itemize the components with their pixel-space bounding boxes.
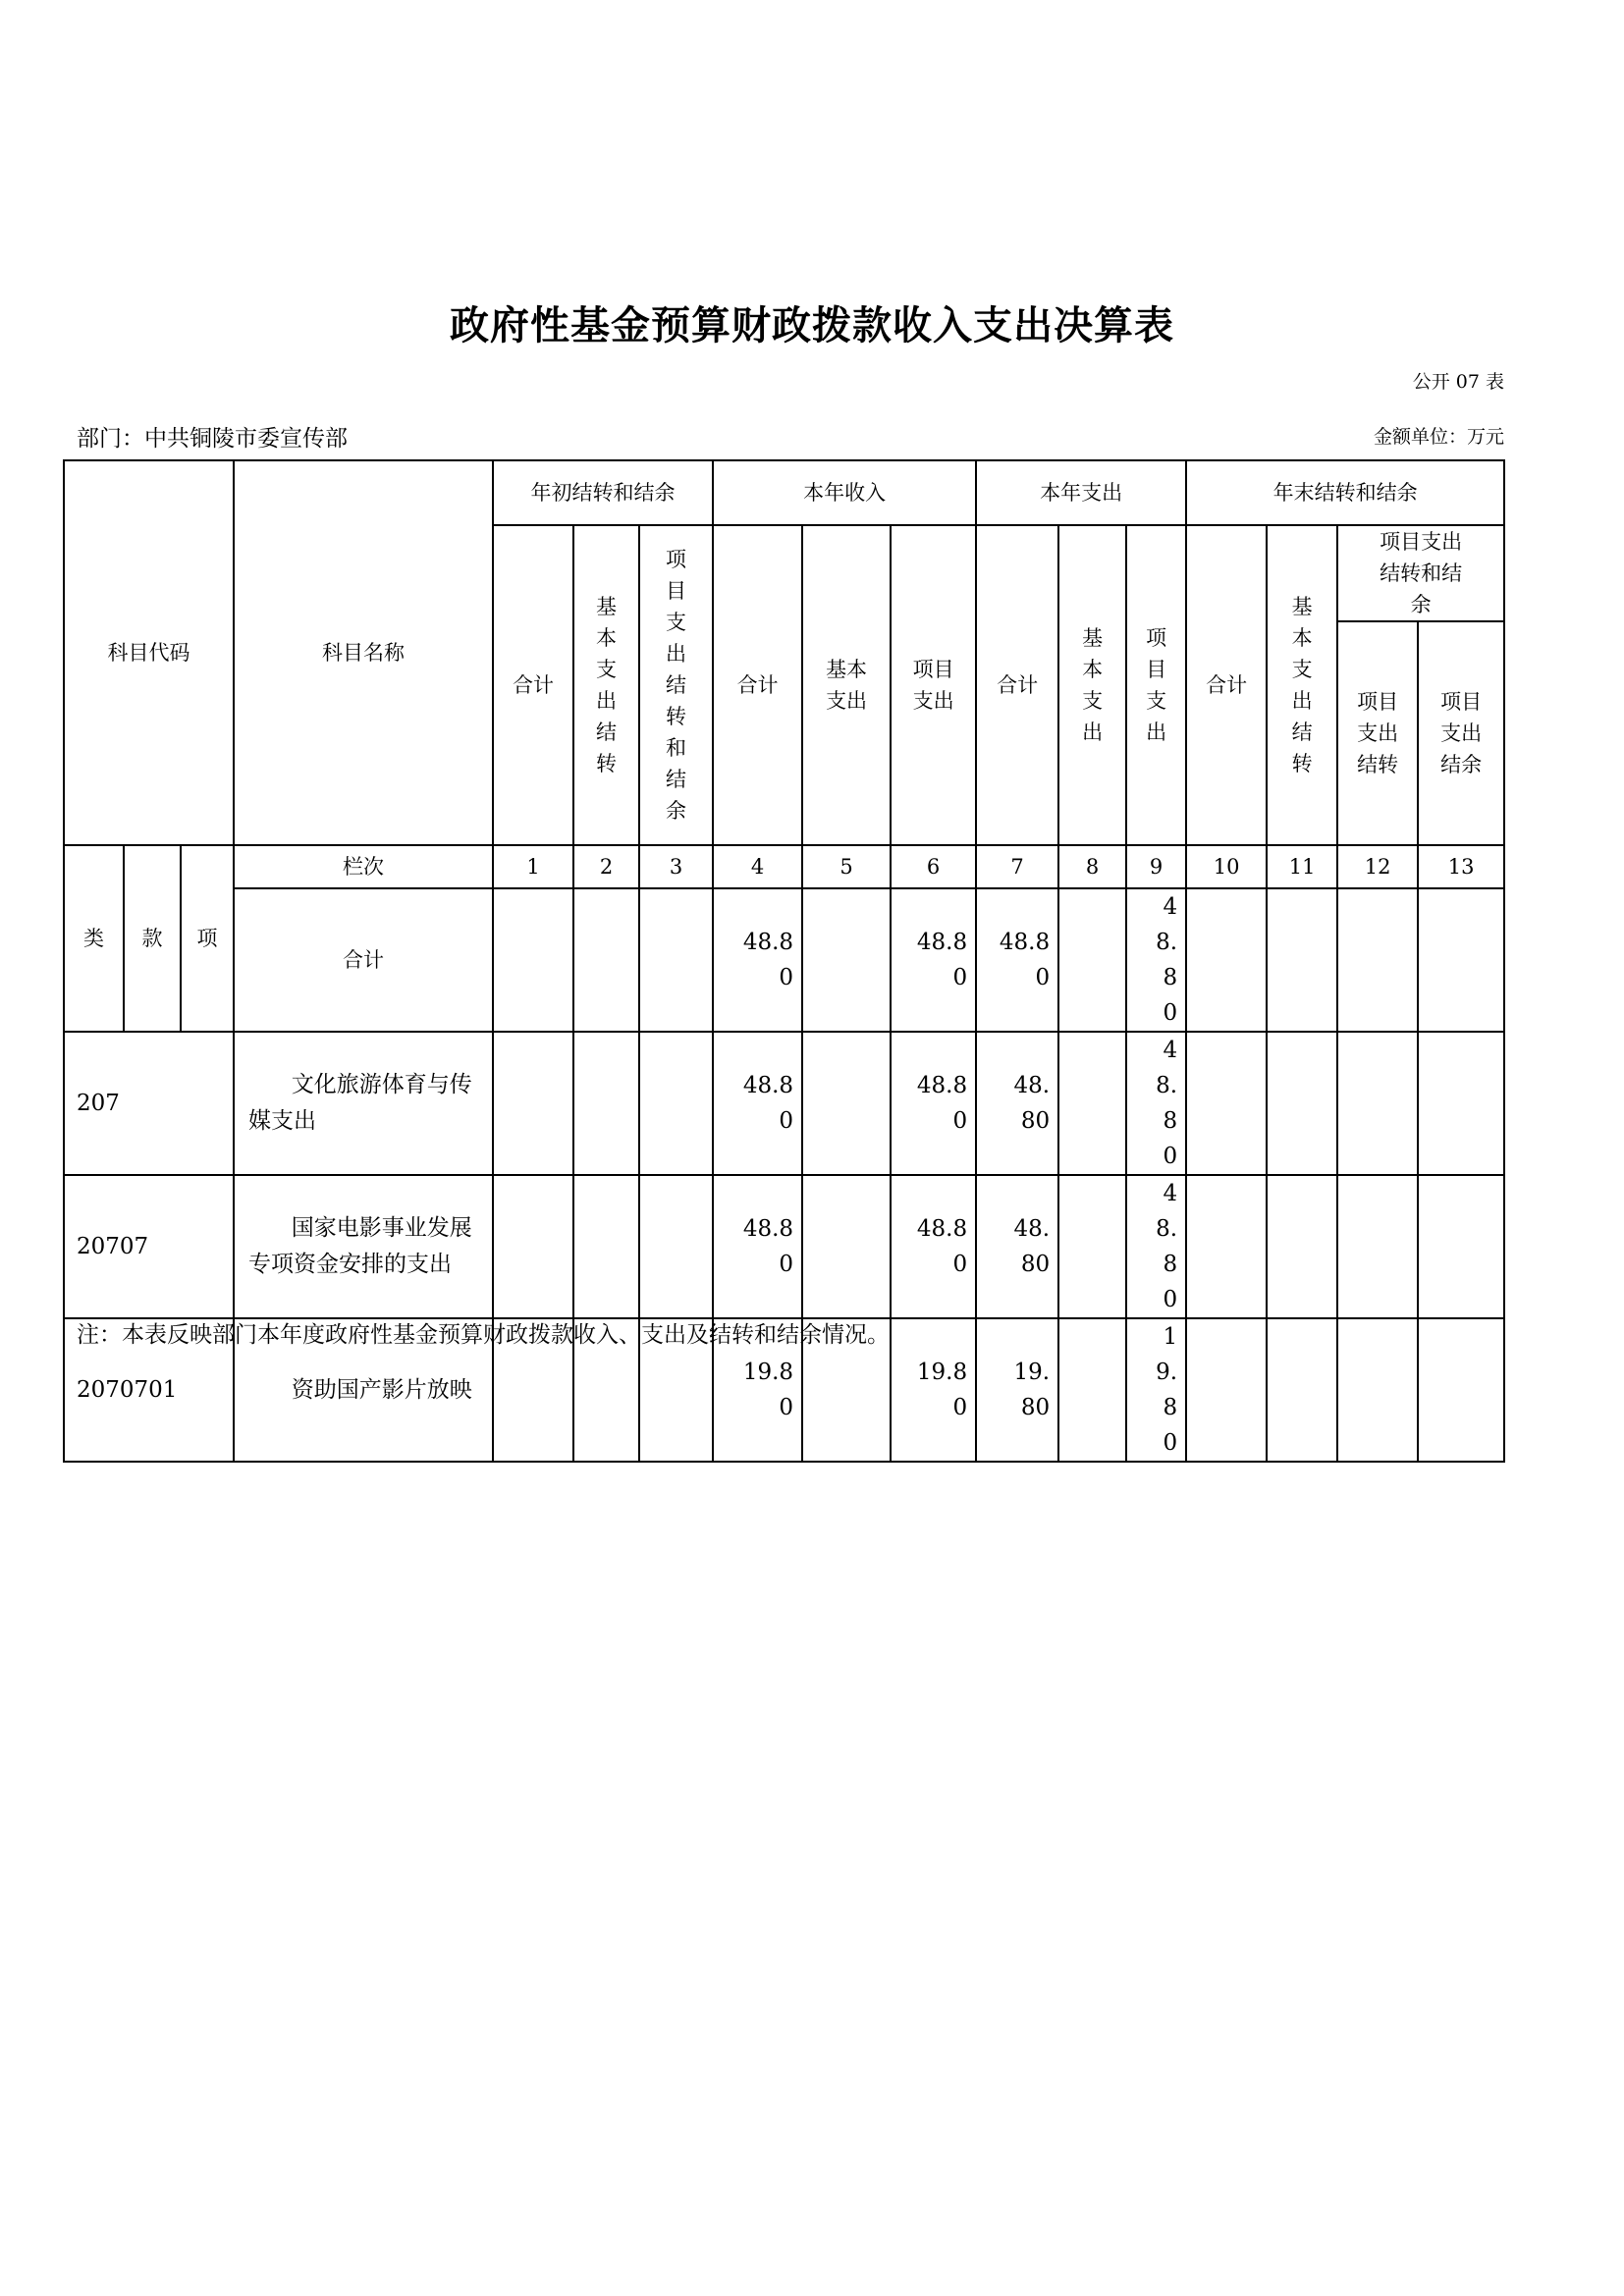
value-cell (1267, 888, 1337, 1032)
value-cell (1186, 1175, 1267, 1318)
subject-code: 207 (64, 1032, 234, 1175)
header-expense-basic (1058, 525, 1126, 845)
value-cell (1186, 1318, 1267, 1462)
header-end-project-surplus (1418, 621, 1504, 845)
header-expense-basic-text: 基本支出 (1082, 626, 1104, 744)
value-cell (976, 1318, 1058, 1462)
header-begin-project-text: 项目支出结转和结余 (666, 548, 687, 823)
value-cell (1126, 1318, 1186, 1462)
value: 19.80 (742, 1360, 794, 1420)
total-row-name: 合计 (234, 888, 493, 1032)
header-begin-basic (573, 525, 639, 845)
value-cell (891, 1318, 976, 1462)
header-begin-total: 合计 (493, 525, 573, 845)
value: 48.80 (1156, 1181, 1178, 1312)
column-number: 6 (891, 845, 976, 888)
header-end-project-surplus-text: 项目支出结余 (1440, 690, 1483, 776)
header-group-begin: 年初结转和结余 (493, 460, 713, 525)
subject-code: 2070701 (64, 1318, 234, 1462)
column-number: 7 (976, 845, 1058, 888)
value-cell (573, 1175, 639, 1318)
header-end-basic (1267, 525, 1337, 845)
header-begin-project (639, 525, 713, 845)
value-cell (1126, 1032, 1186, 1175)
value: 48.80 (1156, 1038, 1178, 1169)
value-cell (802, 1032, 891, 1175)
header-end-basic-text: 基本支出结转 (1291, 595, 1313, 775)
value-cell (713, 1175, 802, 1318)
header-income-project (891, 525, 976, 845)
column-number: 3 (639, 845, 713, 888)
column-number: 12 (1337, 845, 1418, 888)
value-cell (639, 1175, 713, 1318)
header-end-project-group-text: 项目支出结转和结余 (1380, 530, 1463, 616)
value-cell (1337, 1175, 1418, 1318)
header-income-project-text: 项目支出 (912, 658, 954, 713)
header-end-project-carry-text: 项目支出结转 (1357, 690, 1399, 776)
value: 48.80 (1013, 1073, 1051, 1134)
value-cell (1337, 1032, 1418, 1175)
header-end-project-carry (1337, 621, 1418, 845)
value-cell (573, 888, 639, 1032)
value-cell (1186, 1032, 1267, 1175)
header-expense-project (1126, 525, 1186, 845)
header-group-end: 年末结转和结余 (1186, 460, 1504, 525)
value-cell (573, 1032, 639, 1175)
value-cell (639, 1032, 713, 1175)
column-number: 4 (713, 845, 802, 888)
header-subject-code: 科目代码 (64, 460, 234, 845)
header-income-basic (802, 525, 891, 845)
column-number: 9 (1126, 845, 1186, 888)
value-cell (639, 888, 713, 1032)
table-row (64, 1175, 1504, 1318)
header-end-project-group (1337, 525, 1504, 621)
value-cell (976, 1175, 1058, 1318)
value-cell (1418, 1032, 1504, 1175)
value-cell (1186, 888, 1267, 1032)
column-number: 11 (1267, 845, 1337, 888)
value: 19.80 (916, 1360, 968, 1420)
subject-name: 国家电影事业发展专项资金安排的支出 (234, 1175, 493, 1318)
value: 48.80 (1156, 894, 1178, 1026)
header-income-basic-text: 基本支出 (826, 658, 868, 713)
header-begin-basic-text: 基本支出结转 (596, 595, 618, 775)
value-cell (802, 888, 891, 1032)
header-income-total: 合计 (713, 525, 802, 845)
total-row (64, 888, 1504, 1032)
table-code: 公开 07 表 (1412, 371, 1504, 393)
value-cell (493, 1175, 573, 1318)
value-cell (1058, 1032, 1126, 1175)
header-end-total: 合计 (1186, 525, 1267, 845)
page-title: 政府性基金预算财政拨款收入支出决算表 (450, 303, 1174, 348)
header-group-expense: 本年支出 (976, 460, 1186, 525)
value: 48.80 (1013, 1216, 1051, 1277)
department-label: 部门：中共铜陵市委宣传部 (77, 426, 348, 452)
header-kuan: 款 (124, 845, 181, 1032)
value-cell (713, 888, 802, 1032)
value-cell (802, 1175, 891, 1318)
value: 19.80 (1156, 1324, 1178, 1456)
value: 48.80 (916, 930, 968, 990)
header-subject-name: 科目名称 (234, 460, 493, 845)
value-cell (713, 1032, 802, 1175)
value: 48.80 (916, 1073, 968, 1134)
value-cell (1418, 1318, 1504, 1462)
value-cell (1418, 1175, 1504, 1318)
unit-label: 金额单位：万元 (1373, 426, 1504, 448)
column-number: 8 (1058, 845, 1126, 888)
value-cell (1267, 1175, 1337, 1318)
value-cell (1058, 1175, 1126, 1318)
header-group-income: 本年收入 (713, 460, 976, 525)
column-number: 2 (573, 845, 639, 888)
value-cell (1267, 1318, 1337, 1462)
subject-name: 资助国产影片放映 (234, 1318, 493, 1462)
value: 48.80 (742, 930, 794, 990)
value-cell (493, 1032, 573, 1175)
value: 48.80 (999, 930, 1051, 990)
value-cell (1337, 1318, 1418, 1462)
value: 48.80 (916, 1216, 968, 1277)
value-cell (1058, 888, 1126, 1032)
column-number: 5 (802, 845, 891, 888)
value-cell (891, 1032, 976, 1175)
value: 48.80 (742, 1216, 794, 1277)
header-expense-project-text: 项目支出 (1146, 626, 1167, 744)
value: 19.80 (1013, 1360, 1051, 1420)
column-number: 10 (1186, 845, 1267, 888)
column-index-label: 栏次 (234, 845, 493, 888)
value-cell (891, 1175, 976, 1318)
header-expense-total: 合计 (976, 525, 1058, 845)
value-cell (976, 1032, 1058, 1175)
value-cell (1126, 1175, 1186, 1318)
fund-budget-table (63, 459, 1505, 1463)
table-row (64, 1032, 1504, 1175)
value-cell (1058, 1318, 1126, 1462)
header-lei: 类 (64, 845, 124, 1032)
value-cell (1418, 888, 1504, 1032)
column-number: 1 (493, 845, 573, 888)
value-cell (1126, 888, 1186, 1032)
value-cell (493, 888, 573, 1032)
column-number: 13 (1418, 845, 1504, 888)
value-cell (976, 888, 1058, 1032)
header-xiang: 项 (181, 845, 234, 1032)
value: 48.80 (742, 1073, 794, 1134)
value-cell (1337, 888, 1418, 1032)
footnote: 注：本表反映部门本年度政府性基金预算财政拨款收入、支出及结转和结余情况。 (77, 1322, 890, 1348)
subject-name: 文化旅游体育与传媒支出 (234, 1032, 493, 1175)
value-cell (891, 888, 976, 1032)
subject-code: 20707 (64, 1175, 234, 1318)
value-cell (1267, 1032, 1337, 1175)
